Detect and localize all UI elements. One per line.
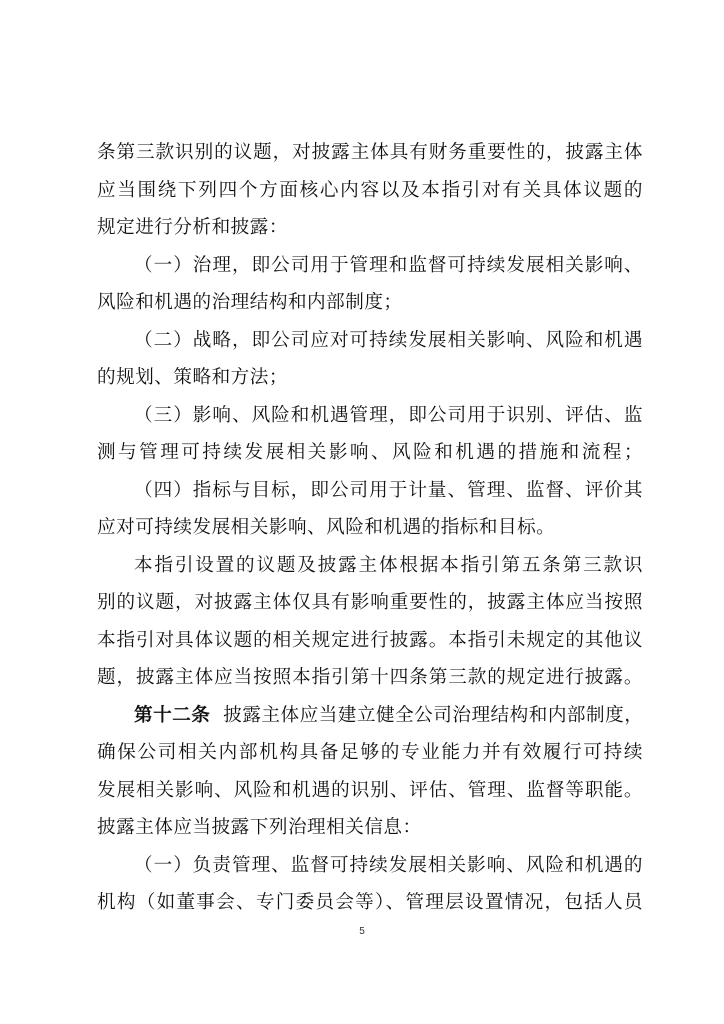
document-body <box>97 134 643 922</box>
text-line: 别的议题，对披露主体仅具有影响重要性的，披露主体应当按照 <box>97 592 643 613</box>
text-line: 本指引设置的议题及披露主体根据本指引第五条第三款识 <box>134 554 643 576</box>
text-line: 测与管理可持续发展相关影响、风险和机遇的措施和流程； <box>97 442 643 463</box>
text-line: （二）战略，即公司应对可持续发展相关影响、风险和机遇 <box>134 329 643 351</box>
text-line: 本指引对具体议题的相关规定进行披露。本指引未规定的其他议 <box>97 629 643 651</box>
text-line: 风险和机遇的治理结构和内部制度； <box>97 292 403 313</box>
text-line: 题，披露主体应当按照本指引第十四条第三款的规定进行披露。 <box>97 667 643 688</box>
text-line: （四）指标与目标，即公司用于计量、管理、监督、评价其 <box>134 479 643 501</box>
text-line: 披露主体应当披露下列治理相关信息： <box>97 817 422 838</box>
text-line: 条第三款识别的议题，对披露主体具有财务重要性的，披露主体 <box>97 142 643 163</box>
article-heading-line <box>97 697 643 735</box>
text-line: （一）治理，即公司用于管理和监督可持续发展相关影响、 <box>134 254 643 276</box>
text-line: 机构（如董事会、专门委员会等）、管理层设置情况，包括人员 <box>97 892 643 913</box>
text-line: 应当围绕下列四个方面核心内容以及本指引对有关具体议题的 <box>97 179 643 201</box>
text-line: 发展相关影响、风险和机遇的识别、评估、管理、监督等职能。 <box>97 779 643 801</box>
text-line: （一）负责管理、监督可持续发展相关影响、风险和机遇的 <box>134 854 643 876</box>
article-text: 披露主体应当建立健全公司治理结构和内部制度， <box>223 704 644 726</box>
article-number: 第十二条 <box>134 704 211 726</box>
page-number: 5 <box>359 926 365 937</box>
text-line: 应对可持续发展相关影响、风险和机遇的指标和目标。 <box>97 517 556 538</box>
text-line: 确保公司相关内部机构具备足够的专业能力并有效履行可持续 <box>97 742 643 763</box>
text-line: 规定进行分析和披露： <box>97 217 288 238</box>
text-line: 的规划、策略和方法； <box>97 367 288 388</box>
text-line: （三）影响、风险和机遇管理，即公司用于识别、评估、监 <box>134 404 643 426</box>
